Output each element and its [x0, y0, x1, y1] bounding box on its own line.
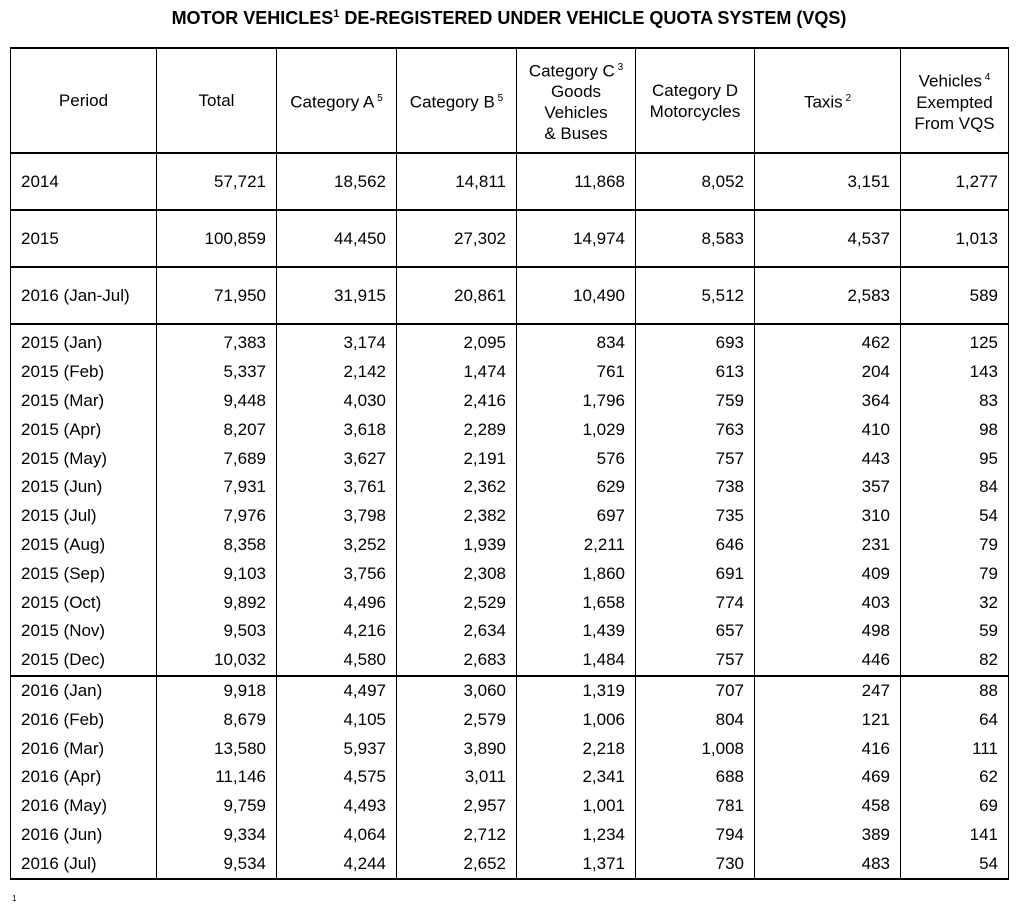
value-cell-total: 7,689	[157, 444, 277, 473]
period-cell: 2015 (Jul)	[11, 502, 157, 531]
column-header-category-d: Category D Motorcycles	[636, 48, 755, 153]
value-cell-taxis: 247	[755, 676, 901, 706]
value-cell-exempted: 589	[901, 267, 1009, 324]
period-cell: 2015 (Sep)	[11, 559, 157, 588]
period-cell: 2015 (Mar)	[11, 387, 157, 416]
value-cell-taxis: 231	[755, 531, 901, 560]
column-header-category-c: Category C $^3$ Goods Vehicles & Buses	[517, 48, 636, 153]
value-cell-category-c: 1,029	[517, 415, 636, 444]
value-cell-category-a: 3,756	[277, 559, 397, 588]
value-cell-category-c: 697	[517, 502, 636, 531]
value-cell-category-c: 1,658	[517, 588, 636, 617]
value-cell-category-b: 14,811	[397, 153, 517, 210]
table-row	[11, 358, 1009, 387]
value-cell-category-a: 4,244	[277, 849, 397, 879]
value-cell-category-d: 759	[636, 387, 755, 416]
value-cell-category-a: 4,216	[277, 617, 397, 646]
table-row	[11, 267, 1009, 324]
value-cell-category-b: 2,652	[397, 849, 517, 879]
value-cell-taxis: 310	[755, 502, 901, 531]
value-cell-taxis: 2,583	[755, 267, 901, 324]
value-cell-category-d: 757	[636, 444, 755, 473]
period-cell: 2015 (Jun)	[11, 473, 157, 502]
value-cell-total: 57,721	[157, 153, 277, 210]
value-cell-total: 7,931	[157, 473, 277, 502]
value-cell-exempted: 95	[901, 444, 1009, 473]
value-cell-exempted: 111	[901, 734, 1009, 763]
value-cell-category-d: 8,583	[636, 210, 755, 267]
value-cell-total: 13,580	[157, 734, 277, 763]
table-row	[11, 849, 1009, 879]
value-cell-category-d: 738	[636, 473, 755, 502]
value-cell-exempted: 1,277	[901, 153, 1009, 210]
value-cell-category-b: 2,095	[397, 324, 517, 358]
value-cell-category-c: 10,490	[517, 267, 636, 324]
period-cell: 2015 (Oct)	[11, 588, 157, 617]
value-cell-category-d: 804	[636, 705, 755, 734]
value-cell-category-a: 3,798	[277, 502, 397, 531]
value-cell-category-c: 1,006	[517, 705, 636, 734]
value-cell-category-b: 2,579	[397, 705, 517, 734]
column-header-taxis: Taxis $^2$	[755, 48, 901, 153]
value-cell-category-a: 31,915	[277, 267, 397, 324]
column-header-period: Period	[11, 48, 157, 153]
period-cell: 2015 (Dec)	[11, 646, 157, 676]
table-row	[11, 387, 1009, 416]
value-cell-taxis: 204	[755, 358, 901, 387]
column-header-total: Total	[157, 48, 277, 153]
value-cell-category-c: 2,341	[517, 763, 636, 792]
value-cell-category-b: 3,890	[397, 734, 517, 763]
value-cell-category-c: 11,868	[517, 153, 636, 210]
value-cell-taxis: 410	[755, 415, 901, 444]
value-cell-taxis: 121	[755, 705, 901, 734]
value-cell-category-a: 5,937	[277, 734, 397, 763]
value-cell-category-b: 3,060	[397, 676, 517, 706]
value-cell-taxis: 416	[755, 734, 901, 763]
value-cell-exempted: 84	[901, 473, 1009, 502]
value-cell-category-a: 3,174	[277, 324, 397, 358]
period-cell: 2015 (Nov)	[11, 617, 157, 646]
value-cell-category-c: 576	[517, 444, 636, 473]
value-cell-category-a: 3,761	[277, 473, 397, 502]
value-cell-category-d: 691	[636, 559, 755, 588]
table-row	[11, 705, 1009, 734]
value-cell-exempted: 125	[901, 324, 1009, 358]
value-cell-taxis: 469	[755, 763, 901, 792]
period-cell: 2015 (Apr)	[11, 415, 157, 444]
value-cell-total: 5,337	[157, 358, 277, 387]
value-cell-taxis: 3,151	[755, 153, 901, 210]
value-cell-category-a: 44,450	[277, 210, 397, 267]
value-cell-category-a: 4,030	[277, 387, 397, 416]
value-cell-exempted: 83	[901, 387, 1009, 416]
period-cell: 2016 (Jul)	[11, 849, 157, 879]
table-row	[11, 473, 1009, 502]
value-cell-total: 9,448	[157, 387, 277, 416]
table-row	[11, 415, 1009, 444]
value-cell-total: 9,103	[157, 559, 277, 588]
column-header-exempted: Vehicles $^4$ Exempted From VQS	[901, 48, 1009, 153]
value-cell-category-d: 774	[636, 588, 755, 617]
value-cell-total: 9,918	[157, 676, 277, 706]
period-cell: 2016 (May)	[11, 792, 157, 821]
value-cell-exempted: 64	[901, 705, 1009, 734]
table-row	[11, 531, 1009, 560]
period-cell: 2016 (Jan)	[11, 676, 157, 706]
period-cell: 2016 (Jan-Jul)	[11, 267, 157, 324]
column-header-category-a: Category A $^5$	[277, 48, 397, 153]
value-cell-category-c: 1,484	[517, 646, 636, 676]
period-cell: 2016 (Jun)	[11, 821, 157, 850]
value-cell-exempted: 141	[901, 821, 1009, 850]
value-cell-taxis: 364	[755, 387, 901, 416]
value-cell-category-d: 646	[636, 531, 755, 560]
value-cell-total: 9,334	[157, 821, 277, 850]
value-cell-exempted: 98	[901, 415, 1009, 444]
table-row	[11, 210, 1009, 267]
column-header-category-b: Category B $^5$	[397, 48, 517, 153]
period-cell: 2016 (Mar)	[11, 734, 157, 763]
value-cell-category-b: 1,474	[397, 358, 517, 387]
value-cell-exempted: 69	[901, 792, 1009, 821]
value-cell-exempted: 79	[901, 531, 1009, 560]
value-cell-category-d: 757	[636, 646, 755, 676]
value-cell-category-a: 18,562	[277, 153, 397, 210]
value-cell-taxis: 409	[755, 559, 901, 588]
value-cell-taxis: 403	[755, 588, 901, 617]
table-row	[11, 646, 1009, 676]
value-cell-category-a: 2,142	[277, 358, 397, 387]
value-cell-category-b: 2,683	[397, 646, 517, 676]
value-cell-category-c: 629	[517, 473, 636, 502]
value-cell-category-c: 1,234	[517, 821, 636, 850]
value-cell-taxis: 389	[755, 821, 901, 850]
value-cell-exempted: 32	[901, 588, 1009, 617]
value-cell-exempted: 1,013	[901, 210, 1009, 267]
value-cell-total: 7,383	[157, 324, 277, 358]
value-cell-category-a: 4,105	[277, 705, 397, 734]
value-cell-category-c: 1,371	[517, 849, 636, 879]
value-cell-total: 8,207	[157, 415, 277, 444]
value-cell-category-d: 688	[636, 763, 755, 792]
table-row	[11, 153, 1009, 210]
value-cell-exempted: 79	[901, 559, 1009, 588]
value-cell-category-a: 3,252	[277, 531, 397, 560]
value-cell-category-d: 613	[636, 358, 755, 387]
period-cell: 2015 (Jan)	[11, 324, 157, 358]
value-cell-category-b: 2,712	[397, 821, 517, 850]
value-cell-total: 8,679	[157, 705, 277, 734]
table-row	[11, 588, 1009, 617]
table-row	[11, 734, 1009, 763]
value-cell-total: 10,032	[157, 646, 277, 676]
value-cell-category-d: 707	[636, 676, 755, 706]
value-cell-taxis: 443	[755, 444, 901, 473]
value-cell-category-b: 2,634	[397, 617, 517, 646]
value-cell-category-b: 2,191	[397, 444, 517, 473]
value-cell-total: 71,950	[157, 267, 277, 324]
value-cell-category-b: 20,861	[397, 267, 517, 324]
value-cell-category-b: 3,011	[397, 763, 517, 792]
period-cell: 2016 (Apr)	[11, 763, 157, 792]
value-cell-category-b: 2,289	[397, 415, 517, 444]
value-cell-category-a: 4,580	[277, 646, 397, 676]
value-cell-category-a: 4,064	[277, 821, 397, 850]
value-cell-total: 9,892	[157, 588, 277, 617]
value-cell-total: 9,759	[157, 792, 277, 821]
value-cell-category-d: 657	[636, 617, 755, 646]
value-cell-exempted: 54	[901, 502, 1009, 531]
value-cell-taxis: 4,537	[755, 210, 901, 267]
value-cell-category-b: 2,362	[397, 473, 517, 502]
value-cell-category-d: 735	[636, 502, 755, 531]
value-cell-total: 100,859	[157, 210, 277, 267]
value-cell-category-c: 1,796	[517, 387, 636, 416]
table-row	[11, 676, 1009, 706]
value-cell-taxis: 458	[755, 792, 901, 821]
period-cell: 2014	[11, 153, 157, 210]
value-cell-category-b: 2,308	[397, 559, 517, 588]
value-cell-category-c: 761	[517, 358, 636, 387]
value-cell-category-d: 5,512	[636, 267, 755, 324]
value-cell-category-d: 763	[636, 415, 755, 444]
value-cell-taxis: 462	[755, 324, 901, 358]
table-row	[11, 821, 1009, 850]
value-cell-taxis: 446	[755, 646, 901, 676]
value-cell-category-b: 2,957	[397, 792, 517, 821]
value-cell-category-b: 2,382	[397, 502, 517, 531]
value-cell-category-c: 14,974	[517, 210, 636, 267]
value-cell-category-c: 1,001	[517, 792, 636, 821]
value-cell-total: 9,534	[157, 849, 277, 879]
header-row	[11, 48, 1009, 153]
value-cell-category-c: 2,218	[517, 734, 636, 763]
value-cell-category-a: 4,575	[277, 763, 397, 792]
value-cell-category-a: 4,496	[277, 588, 397, 617]
value-cell-category-b: 1,939	[397, 531, 517, 560]
value-cell-category-d: 8,052	[636, 153, 755, 210]
table-row	[11, 792, 1009, 821]
value-cell-exempted: 54	[901, 849, 1009, 879]
value-cell-category-b: 27,302	[397, 210, 517, 267]
value-cell-category-d: 693	[636, 324, 755, 358]
value-cell-category-c: 834	[517, 324, 636, 358]
page-title: MOTOR VEHICLES$^1$ DE-REGISTERED UNDER VEHICLE QUOTA SYSTEM (VQS)	[171, 8, 847, 28]
value-cell-taxis: 357	[755, 473, 901, 502]
table-row	[11, 763, 1009, 792]
period-cell: 2016 (Feb)	[11, 705, 157, 734]
value-cell-taxis: 498	[755, 617, 901, 646]
value-cell-category-d: 794	[636, 821, 755, 850]
value-cell-category-c: 1,439	[517, 617, 636, 646]
period-cell: 2015 (Aug)	[11, 531, 157, 560]
period-cell: 2015	[11, 210, 157, 267]
value-cell-category-a: 3,618	[277, 415, 397, 444]
value-cell-total: 7,976	[157, 502, 277, 531]
value-cell-category-d: 1,008	[636, 734, 755, 763]
value-cell-exempted: 59	[901, 617, 1009, 646]
value-cell-total: 11,146	[157, 763, 277, 792]
table-row	[11, 502, 1009, 531]
value-cell-category-c: 1,319	[517, 676, 636, 706]
period-cell: 2015 (May)	[11, 444, 157, 473]
value-cell-category-a: 3,627	[277, 444, 397, 473]
value-cell-category-d: 730	[636, 849, 755, 879]
table-row	[11, 444, 1009, 473]
table-row	[11, 324, 1009, 358]
table-row	[11, 617, 1009, 646]
value-cell-category-d: 781	[636, 792, 755, 821]
value-cell-category-c: 1,860	[517, 559, 636, 588]
value-cell-category-b: 2,529	[397, 588, 517, 617]
value-cell-category-a: 4,493	[277, 792, 397, 821]
value-cell-total: 9,503	[157, 617, 277, 646]
value-cell-exempted: 143	[901, 358, 1009, 387]
value-cell-category-c: 2,211	[517, 531, 636, 560]
period-cell: 2015 (Feb)	[11, 358, 157, 387]
value-cell-category-b: 2,416	[397, 387, 517, 416]
footnote-mark: 1	[12, 894, 17, 903]
value-cell-exempted: 82	[901, 646, 1009, 676]
vqs-deregistration-table	[10, 47, 1009, 880]
value-cell-total: 8,358	[157, 531, 277, 560]
value-cell-exempted: 88	[901, 676, 1009, 706]
value-cell-taxis: 483	[755, 849, 901, 879]
value-cell-exempted: 62	[901, 763, 1009, 792]
table-row	[11, 559, 1009, 588]
value-cell-category-a: 4,497	[277, 676, 397, 706]
